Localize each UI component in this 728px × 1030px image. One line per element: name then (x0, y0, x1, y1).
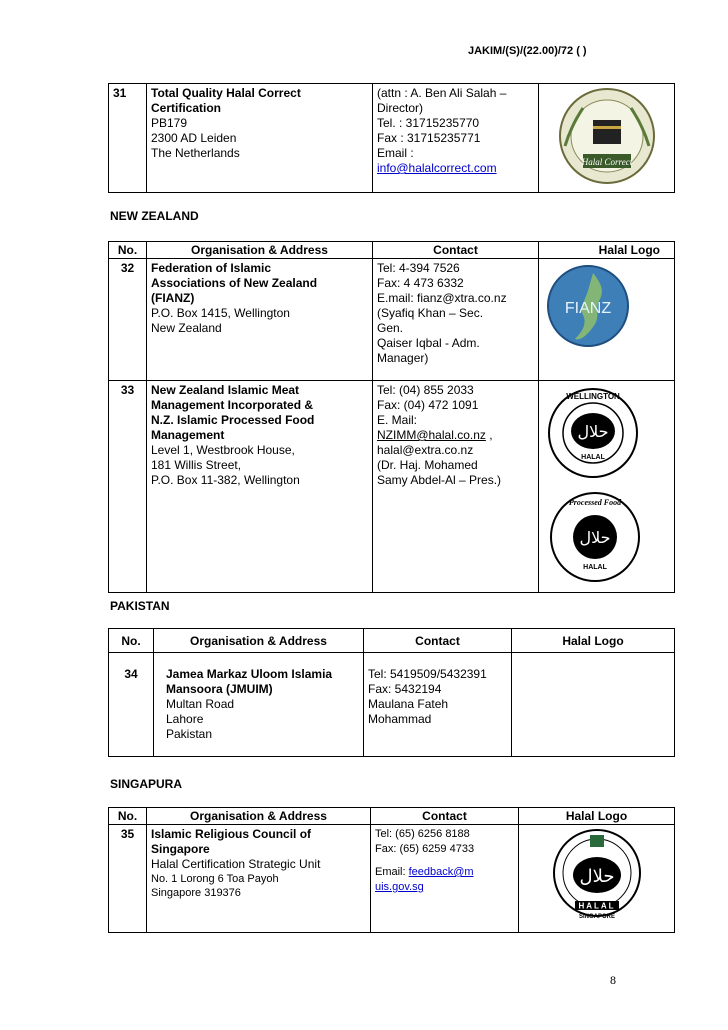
processed-food-halal-logo (545, 489, 645, 585)
address-line: Singapore 319376 (151, 887, 241, 899)
org-name-line: Certification (151, 101, 222, 115)
org-name-line: Singapore (151, 842, 210, 856)
svg-text:Processed Food: Processed Food (568, 498, 622, 507)
org-name-line: Mansoora (JMUIM) (166, 682, 273, 696)
contact-line: (Syafiq Khan – Sec. (377, 306, 484, 320)
contact-line: Gen. (377, 321, 404, 335)
new-zealand-table (108, 241, 675, 593)
contact-line: Qaiser Iqbal - Adm. (377, 336, 480, 350)
svg-text:حلال: حلال (579, 528, 611, 547)
table-row (109, 381, 675, 593)
org-name-line: Management (151, 428, 225, 442)
document-reference: JAKIM/(S)/(22.00)/72 ( ) (468, 45, 587, 57)
header-contact: Contact (371, 808, 519, 825)
email-prefix: Email: (375, 866, 409, 878)
address-line: Level 1, Westbrook House, (151, 443, 295, 457)
contact (364, 653, 512, 757)
organisation-address (147, 381, 373, 593)
country-heading-pakistan: PAKISTAN (110, 599, 170, 613)
address-line: Multan Road (166, 697, 235, 711)
contact-line: Tel: (04) 855 2033 (377, 383, 474, 397)
header-logo: Halal Logo (519, 808, 675, 825)
row-number: 31 (109, 84, 147, 193)
org-name-line: Management Incorporated & (151, 398, 314, 412)
contact-line: Fax: (65) 6259 4733 (375, 843, 475, 855)
contact-line: Tel. : 31715235770 (377, 116, 480, 130)
address-line: 2300 AD Leiden (151, 131, 237, 145)
table-row (109, 653, 675, 757)
svg-text:HALAL: HALAL (577, 901, 616, 911)
address-line: Lahore (166, 712, 204, 726)
svg-text:HALAL: HALAL (581, 454, 605, 461)
contact-line: Email : (377, 146, 414, 160)
svg-text:حلال: حلال (577, 422, 609, 441)
svg-text:FIANZ: FIANZ (564, 300, 612, 317)
address-line: 181 Willis Street, (151, 458, 242, 472)
address-line: No. 1 Lorong 6 Toa Payoh (151, 873, 279, 885)
contact-line (377, 291, 534, 306)
contact-line: Director) (377, 101, 424, 115)
contact (373, 381, 539, 593)
page-number: 8 (610, 973, 616, 987)
header-logo: Halal Logo (539, 242, 675, 259)
organisation-address (147, 259, 373, 381)
organisation-address (154, 653, 364, 757)
halal-logo-cell (519, 825, 675, 933)
contact-line: Fax: 5432194 (368, 682, 442, 696)
table-row (109, 259, 675, 381)
contact-line: E. Mail: (377, 413, 418, 427)
header-organisation: Organisation & Address (147, 242, 373, 259)
halal-logo-cell (512, 653, 675, 757)
email-link[interactable]: info@halalcorrect.com (377, 161, 497, 175)
halal-logo-cell (539, 84, 675, 193)
table-header-row (109, 242, 675, 259)
contact-line: Maulana Fateh (368, 697, 449, 711)
email-link[interactable]: feedback@m (408, 866, 474, 878)
svg-text:حلال: حلال (579, 866, 614, 887)
contact-line: Fax : 31715235771 (377, 131, 481, 145)
wellington-halal-logo (545, 383, 645, 483)
pakistan-table (108, 628, 675, 757)
contact-line: Fax: 4 473 6332 (377, 276, 464, 290)
address-line: New Zealand (151, 321, 222, 335)
email-suffix: , (485, 428, 493, 442)
header-organisation: Organisation & Address (154, 629, 364, 653)
address-line: The Netherlands (151, 146, 240, 160)
org-name-line: (FIANZ) (151, 291, 195, 305)
header-organisation: Organisation & Address (147, 808, 371, 825)
org-name-line: Jamea Markaz Uloom Islamia (166, 667, 333, 681)
organisation-address (147, 84, 373, 193)
header-contact: Contact (373, 242, 539, 259)
contact-line: Tel: 5419509/5432391 (368, 667, 487, 681)
header-contact: Contact (364, 629, 512, 653)
email-link-continued[interactable]: uis.gov.sg (375, 881, 424, 893)
contact (371, 825, 519, 933)
row-number: 32 (109, 259, 147, 381)
header-no: No. (109, 808, 147, 825)
email-prefix: E.mail: (377, 291, 418, 305)
halal-correct-logo (557, 86, 657, 186)
contact-line: Manager) (377, 351, 429, 365)
table-header-row (109, 808, 675, 825)
singapura-table (108, 807, 675, 933)
contact-line: (Dr. Haj. Mohamed (377, 458, 478, 472)
svg-text:WELLINGTON: WELLINGTON (566, 392, 620, 401)
header-no: No. (109, 629, 154, 653)
halal-logo-cell (539, 259, 675, 381)
svg-text:SINGAPORE: SINGAPORE (578, 914, 615, 920)
header-no: No. (109, 242, 147, 259)
fianz-logo (543, 261, 633, 351)
address-line: P.O. Box 11-382, Wellington (151, 473, 300, 487)
org-name-line: Federation of Islamic (151, 261, 272, 275)
row-number: 35 (109, 825, 147, 933)
contact-line (377, 428, 534, 443)
svg-text:Halal Correct: Halal Correct (581, 157, 632, 167)
contact-line: Tel: (65) 6256 8188 (375, 828, 470, 840)
country-heading-new-zealand: NEW ZEALAND (110, 209, 199, 223)
address-line: Halal Certification Strategic Unit (151, 857, 321, 871)
header-logo: Halal Logo (512, 629, 675, 653)
contact (373, 84, 539, 193)
table-row (109, 825, 675, 933)
org-name-line: Total Quality Halal Correct (151, 86, 301, 100)
contact-line: Tel: 4-394 7526 (377, 261, 460, 275)
contact-line: halal@extra.co.nz (377, 443, 474, 457)
contact-line: Mohammad (368, 712, 432, 726)
contact (373, 259, 539, 381)
contact-line: Samy Abdel-Al – Pres.) (377, 473, 502, 487)
organisation-address (147, 825, 371, 933)
org-name-line: Associations of New Zealand (151, 276, 318, 290)
contact-line: (attn : A. Ben Ali Salah – (377, 86, 507, 100)
contact-line (375, 865, 514, 880)
row-number: 33 (109, 381, 147, 593)
address-line: Pakistan (166, 727, 213, 741)
address-line: P.O. Box 1415, Wellington (151, 306, 290, 320)
country-heading-singapura: SINGAPURA (110, 777, 183, 791)
spacer (375, 857, 514, 865)
org-name-line: New Zealand Islamic Meat (151, 383, 300, 397)
contact-line: Fax: (04) 472 1091 (377, 398, 479, 412)
org-name-line: N.Z. Islamic Processed Food (151, 413, 315, 427)
table-row (109, 84, 675, 193)
email-link[interactable]: NZIMM@halal.co.nz (377, 428, 486, 442)
row-number: 34 (109, 653, 154, 757)
email-link[interactable]: fianz@xtra.co.nz (417, 291, 507, 305)
netherlands-table (108, 83, 675, 193)
address-line: PB179 (151, 116, 188, 130)
org-name-line: Islamic Religious Council of (151, 827, 312, 841)
table-header-row (109, 629, 675, 653)
halal-logo-cell (539, 381, 675, 593)
svg-text:HALAL: HALAL (583, 564, 607, 571)
singapore-halal-logo (549, 827, 645, 923)
